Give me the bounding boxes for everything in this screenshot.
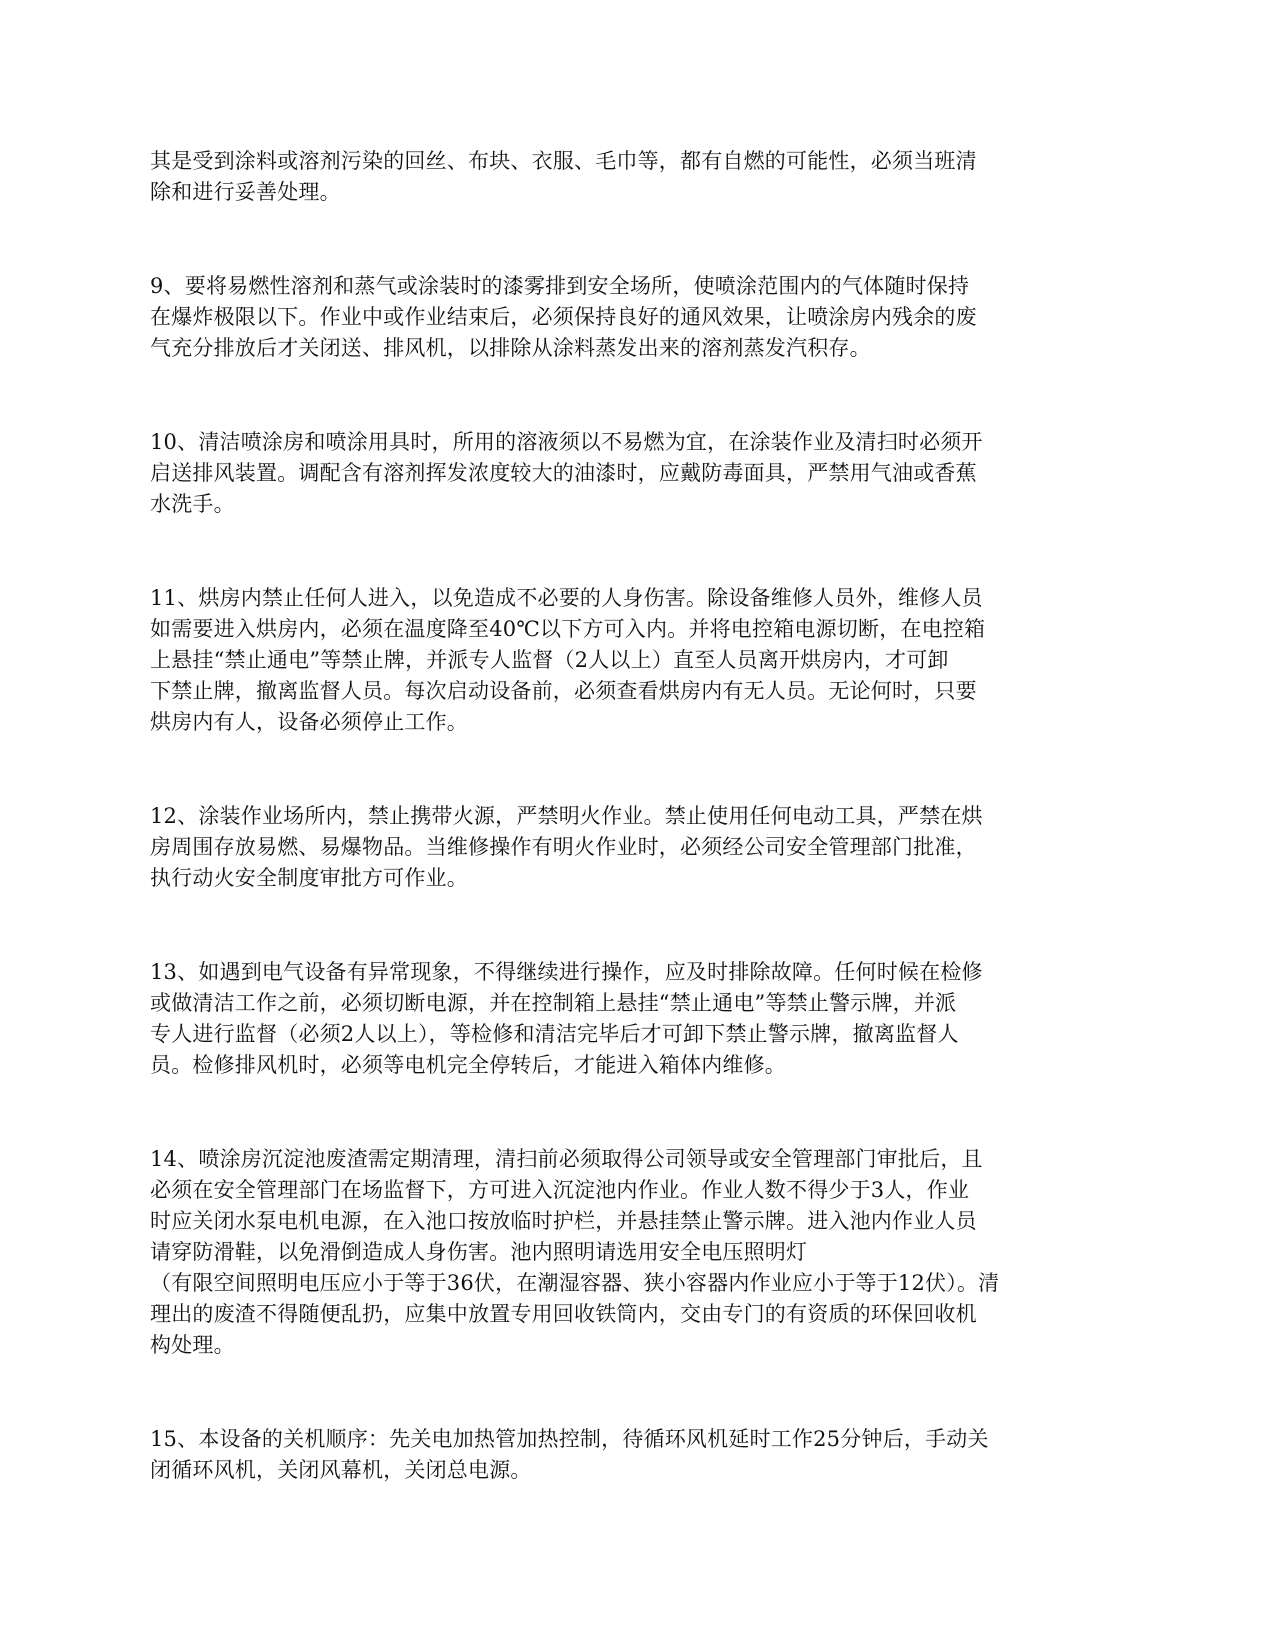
paragraph-item-10: 10、清洁喷涂房和喷涂用具时，所用的溶液须以不易燃为宜，在涂装作业及清扫时必须开 启送排风装置。调配含有溶剂挥发浓度较大的油漆时，应戴防毒面具，严禁用气油或香蕉 水洗手。: [150, 430, 983, 516]
paragraph-item-12: 12、涂装作业场所内，禁止携带火源，严禁明火作业。禁止使用任何电动工具，严禁在烘 房周围存放易燃、易爆物品。当维修操作有明火作业时，必须经公司安全管理部门批准， 执行动火安全制度审批方可作业。: [150, 804, 983, 890]
paragraph-item-13: 13、如遇到电气设备有异常现象，不得继续进行操作，应及时排除故障。任何时候在检修 或做清洁工作之前，必须切断电源，并在控制箱上悬挂“禁止通电”等禁止警示牌，并派 专人进行监督（必须2人以上），等检修和清洁完毕后才可卸下禁止警示牌，撤离监督人 员。检修排风机时，必须等电机完全停转后，才能进入箱体内维修。: [150, 960, 983, 1077]
paragraph-gap: [150, 520, 1120, 583]
paragraph-gap: [150, 738, 1120, 801]
paragraph-gap: [150, 1361, 1120, 1424]
paragraph-item-15: 15、本设备的关机顺序：先关电加热管加热控制，待循环风机延时工作25分钟后，手动关 闭循环风机，关闭风幕机，关闭总电源。: [150, 1427, 989, 1482]
paragraph-gap: [150, 364, 1120, 427]
paragraph-gap: [150, 208, 1120, 271]
paragraph-gap: [150, 1081, 1120, 1144]
paragraph-continuation: 其是受到涂料或溶剂污染的回丝、布块、衣服、毛巾等，都有自燃的可能性，必须当班清 除和进行妥善处理。: [150, 149, 977, 204]
paragraph-item-11: 11、烘房内禁止任何人进入，以免造成不必要的人身伤害。除设备维修人员外，维修人员 如需要进入烘房内，必须在温度降至40℃以下方可入内。并将电控箱电源切断，在电控箱 上悬挂“禁止通电”等禁止牌，并派专人监督（2人以上）直至人员离开烘房内，才可卸 下禁止牌，撤离监督人员。每次启动设备前，必须查看烘房内有无人员。无论何时，只要 烘房内有人，设备必须停止工作。: [150, 586, 986, 734]
paragraph-gap: [150, 894, 1120, 957]
paragraph-item-9: 9、要将易燃性溶剂和蒸气或涂装时的漆雾排到安全场所，使喷涂范围内的气体随时保持 在爆炸极限以下。作业中或作业结束后，必须保持良好的通风效果，让喷涂房内残余的废 气充分排放后才关闭送、排风机，以排除从涂料蒸发出来的溶剂蒸发汽积存。: [150, 274, 977, 360]
document-page: [150, 146, 1120, 1486]
paragraph-item-14: 14、喷涂房沉淀池废渣需定期清理，清扫前必须取得公司领导或安全管理部门审批后，且 必须在安全管理部门在场监督下，方可进入沉淀池内作业。作业人数不得少于3人，作业 时应关闭水泵电机电源，在入池口按放临时护栏，并悬挂禁止警示牌。进入池内作业人员 请穿防滑鞋，以免滑倒造成人身伤害。池内照明请选用安全电压照明灯 （有限空间照明电压应小于等于36伏，在潮湿容器、狭小容器内作业应小于等于12伏）。清 理出的废渣不得随便乱扔，应集中放置专用回收铁筒内，交由专门的有资质的环保回收机 构处理。: [150, 1147, 1000, 1357]
